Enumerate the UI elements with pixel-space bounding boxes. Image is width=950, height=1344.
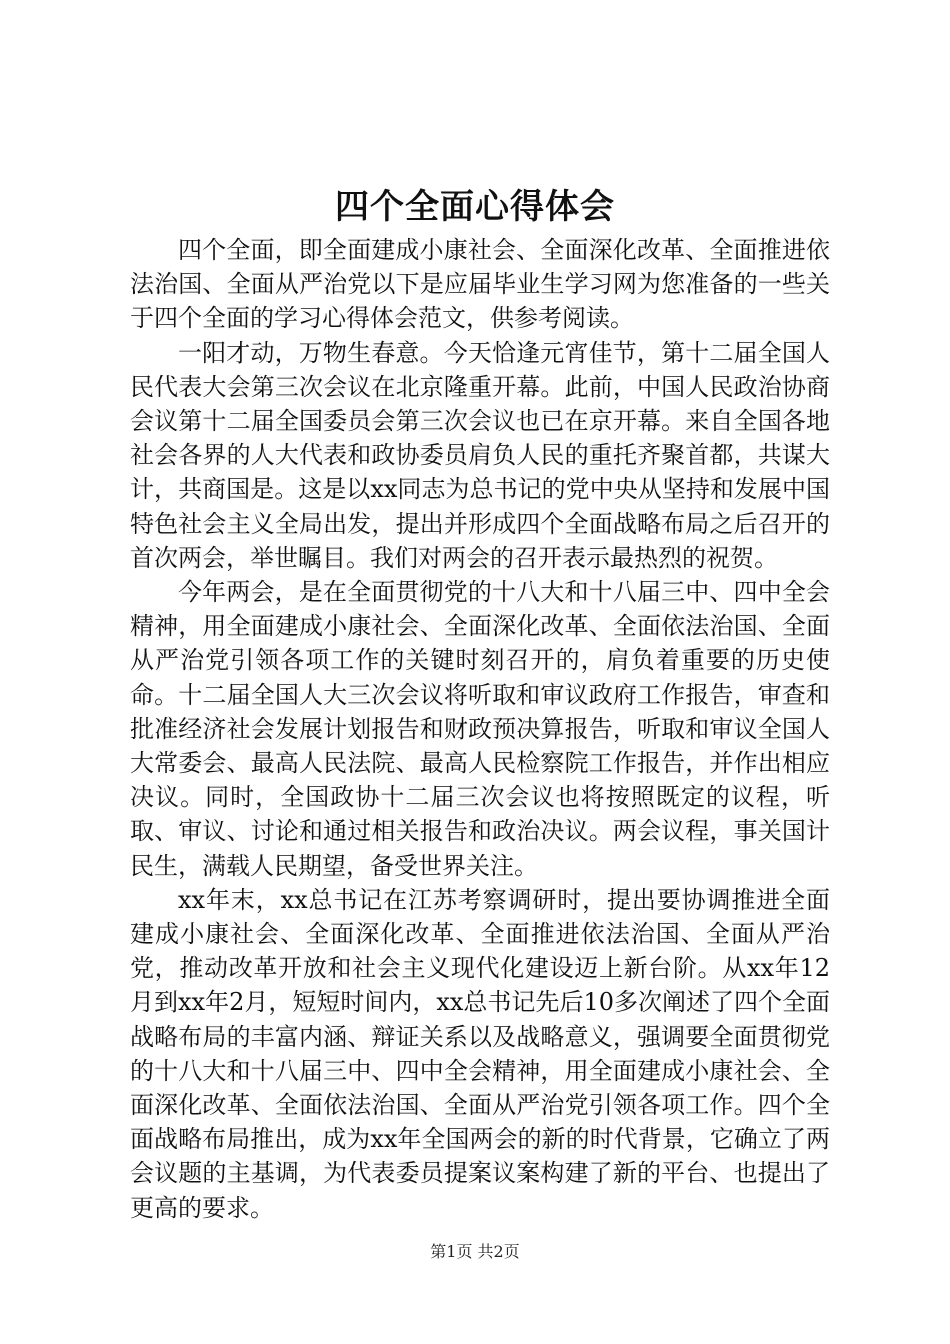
document-body [130,233,830,1225]
paragraph-2: 一阳才动，万物生春意。今天恰逢元宵佳节，第十二届全国人民代表大会第三次会议在北京隆重开幕。此前，中国人民政治协商会议第十二届全国委员会第三次会议也已在京开幕。来自全国各地社会各界的人大代表和政协委员肩负人民的重托齐聚首都，共谋大计，共商国是。这是以xx同志为总书记的党中央从坚持和发展中国特色社会主义全局出发，提出并形成四个全面战略布局之后召开的首次两会，举世瞩目。我们对两会的召开表示最热烈的祝贺。 [130,338,830,572]
paragraph-1: 四个全面，即全面建成小康社会、全面深化改革、全面推进依法治国、全面从严治党以下是应届毕业生学习网为您准备的一些关于四个全面的学习心得体会范文，供参考阅读。 [130,236,830,333]
paragraph-4: xx年末，xx总书记在江苏考察调研时，提出要协调推进全面建成小康社会、全面深化改革、全面推进依法治国、全面从严治党，推动改革开放和社会主义现代化建设迈上新台阶。从xx年12月到xx年2月，短短时间内，xx总书记先后10多次阐述了四个全面战略布局的丰富内涵、辩证关系以及战略意义，强调要全面贯彻党的十八大和十八届三中、四中全会精神，用全面建成小康社会、全面深化改革、全面依法治国、全面从严治党引领各项工作。四个全面战略布局推出，成为xx年全国两会的新的时代背景，它确立了两会议题的主基调，为代表委员提案议案构建了新的平台、也提出了更高的要求。 [130,885,830,1222]
page-number-footer: 第1页 共2页 [430,1242,520,1261]
document-title: 四个全面心得体会 [335,187,615,227]
paragraph-3: 今年两会，是在全面贯彻党的十八大和十八届三中、四中全会精神，用全面建成小康社会、全面深化改革、全面依法治国、全面从严治党引领各项工作的关键时刻召开的，肩负着重要的历史使命。十二届全国人大三次会议将听取和审议政府工作报告，审查和批准经济社会发展计划报告和财政预决算报告，听取和审议全国人大常委会、最高人民法院、最高人民检察院工作报告，并作出相应决议。同时，全国政协十二届三次会议也将按照既定的议程，听取、审议、讨论和通过相关报告和政治决议。两会议程，事关国计民生，满载人民期望，备受世界关注。 [130,578,830,880]
